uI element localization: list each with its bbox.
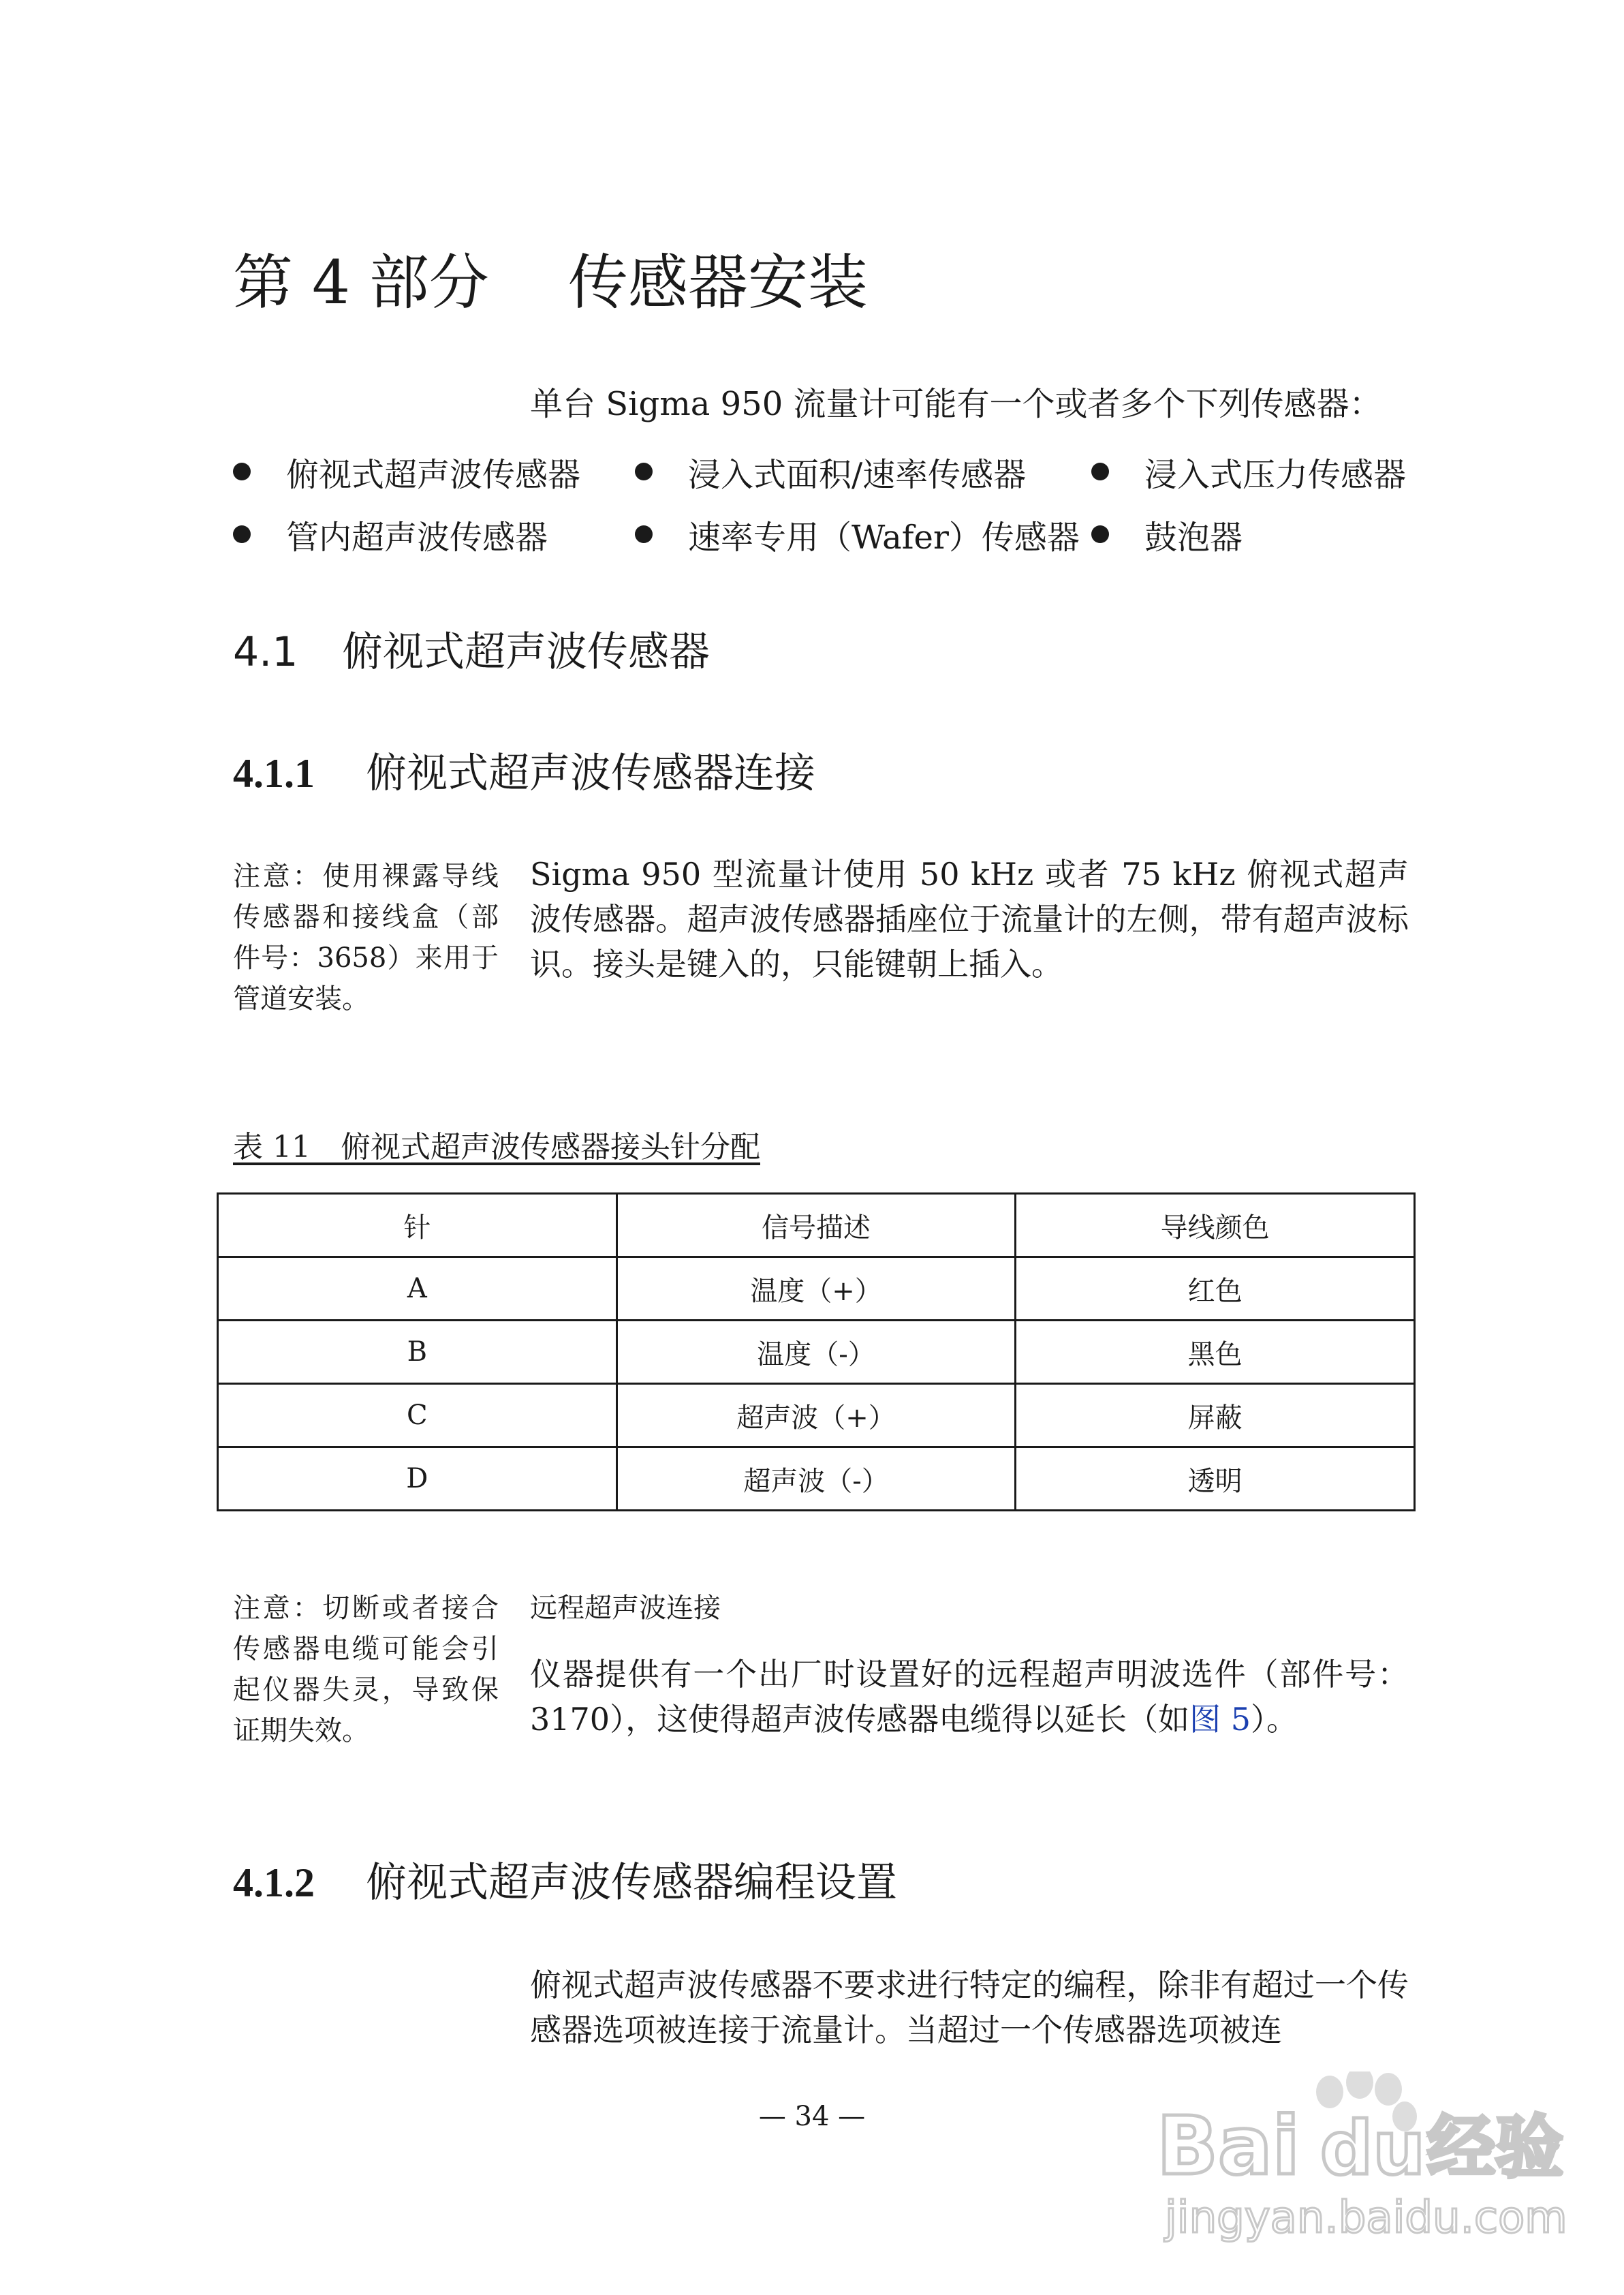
body-text-part: 仪器提供有一个出厂时设置好的远程超声明波选件（部件号：3170），这使得超声波传感器电缆得以延长（如 bbox=[530, 1656, 1409, 1738]
list-item bbox=[635, 448, 1091, 495]
wire-color-cell: 红色 bbox=[1016, 1257, 1415, 1321]
signal-cell: 温度（+） bbox=[616, 1257, 1016, 1321]
subheading: 远程超声波连接 bbox=[530, 1592, 721, 1624]
pin-cell: D bbox=[218, 1447, 617, 1511]
signal-cell: 温度（-） bbox=[616, 1321, 1016, 1384]
chapter-title: 第 4 部分 传感器安装 bbox=[233, 247, 868, 318]
table-row bbox=[218, 1257, 1415, 1321]
list-item bbox=[233, 448, 635, 495]
section-title: 俯视式超声波传感器连接 bbox=[366, 750, 815, 797]
bullet-icon bbox=[233, 525, 251, 543]
margin-note: 注意：切断或者接合传感器电缆可能会引起仪器失灵，导致保证期失效。 bbox=[233, 1592, 499, 1746]
margin-note: 注意：使用裸露导线传感器和接线盒（部件号：3658）来用于管道安装。 bbox=[233, 861, 499, 1015]
body-paragraph: 俯视式超声波传感器不要求进行特定的编程，除非有超过一个传感器选项被连接于流量计。当超过一个传感器选项被连 bbox=[530, 1967, 1409, 2048]
table-row bbox=[218, 1384, 1415, 1447]
section-title: 俯视式超声波传感器 bbox=[342, 628, 710, 676]
watermark-url: jingyan.baidu.com bbox=[1165, 2193, 1567, 2243]
watermark-product: 经验 bbox=[1427, 2108, 1563, 2187]
sensor-list-row bbox=[233, 503, 1459, 566]
wire-color-cell: 屏蔽 bbox=[1016, 1384, 1415, 1447]
watermark-brand: Bai bbox=[1157, 2099, 1300, 2193]
section-number: 4.1 bbox=[233, 628, 298, 676]
sensor-name: 俯视式超声波传感器 bbox=[286, 455, 581, 494]
sensor-list-row bbox=[233, 440, 1459, 503]
page-number: — 34 — bbox=[758, 2101, 866, 2132]
table-row bbox=[218, 1447, 1415, 1511]
section-heading-4-1-1 bbox=[233, 743, 815, 804]
wire-color-cell: 黑色 bbox=[1016, 1321, 1415, 1384]
pin-cell: C bbox=[218, 1384, 617, 1447]
section-number: 4.1.2 bbox=[233, 1860, 315, 1905]
body-paragraph bbox=[530, 1652, 1409, 1742]
table-row bbox=[218, 1321, 1415, 1384]
list-item bbox=[233, 511, 635, 558]
column-header: 针 bbox=[218, 1194, 617, 1257]
list-item bbox=[1091, 511, 1243, 558]
sensor-name: 速率专用（Wafer）传感器 bbox=[688, 518, 1080, 557]
section-title: 俯视式超声波传感器编程设置 bbox=[366, 1859, 897, 1907]
table-caption: 表 11 俯视式超声波传感器接头针分配 bbox=[233, 1130, 760, 1165]
pin-assignment-table bbox=[217, 1192, 1416, 1511]
table-header-row bbox=[218, 1194, 1415, 1257]
watermark-brand-du: du bbox=[1320, 2106, 1426, 2191]
wire-color-cell: 透明 bbox=[1016, 1447, 1415, 1511]
pin-cell: A bbox=[218, 1257, 617, 1321]
bullet-icon bbox=[233, 463, 251, 480]
body-text-part: ）。 bbox=[1250, 1701, 1298, 1738]
column-header: 导线颜色 bbox=[1016, 1194, 1415, 1257]
bullet-icon bbox=[635, 525, 653, 543]
sensor-name: 鼓泡器 bbox=[1144, 518, 1243, 557]
section-heading-4-1-2 bbox=[233, 1852, 897, 1913]
baidu-watermark bbox=[1151, 2071, 1601, 2276]
bullet-icon bbox=[1091, 525, 1109, 543]
sensor-name: 浸入式面积/速率传感器 bbox=[688, 455, 1027, 494]
list-item bbox=[635, 511, 1091, 558]
signal-cell: 超声波（-） bbox=[616, 1447, 1016, 1511]
bullet-icon bbox=[635, 463, 653, 480]
figure-link[interactable]: 图 5 bbox=[1189, 1701, 1251, 1738]
pin-cell: B bbox=[218, 1321, 617, 1384]
sensor-list bbox=[233, 440, 1459, 566]
bullet-icon bbox=[1091, 463, 1109, 480]
section-number: 4.1.1 bbox=[233, 751, 315, 796]
body-paragraph: Sigma 950 型流量计使用 50 kHz 或者 75 kHz 俯视式超声波传感器。超声波传感器插座位于流量计的左侧，带有超声波标识。接头是键入的，只能键朝上插入。 bbox=[530, 856, 1409, 983]
signal-cell: 超声波（+） bbox=[616, 1384, 1016, 1447]
sensor-name: 管内超声波传感器 bbox=[286, 518, 548, 557]
section-heading-4-1 bbox=[233, 621, 710, 683]
sensor-name: 浸入式压力传感器 bbox=[1144, 455, 1407, 494]
list-item bbox=[1091, 448, 1406, 495]
column-header: 信号描述 bbox=[616, 1194, 1016, 1257]
intro-text: 单台 Sigma 950 流量计可能有一个或者多个下列传感器： bbox=[530, 385, 1382, 423]
